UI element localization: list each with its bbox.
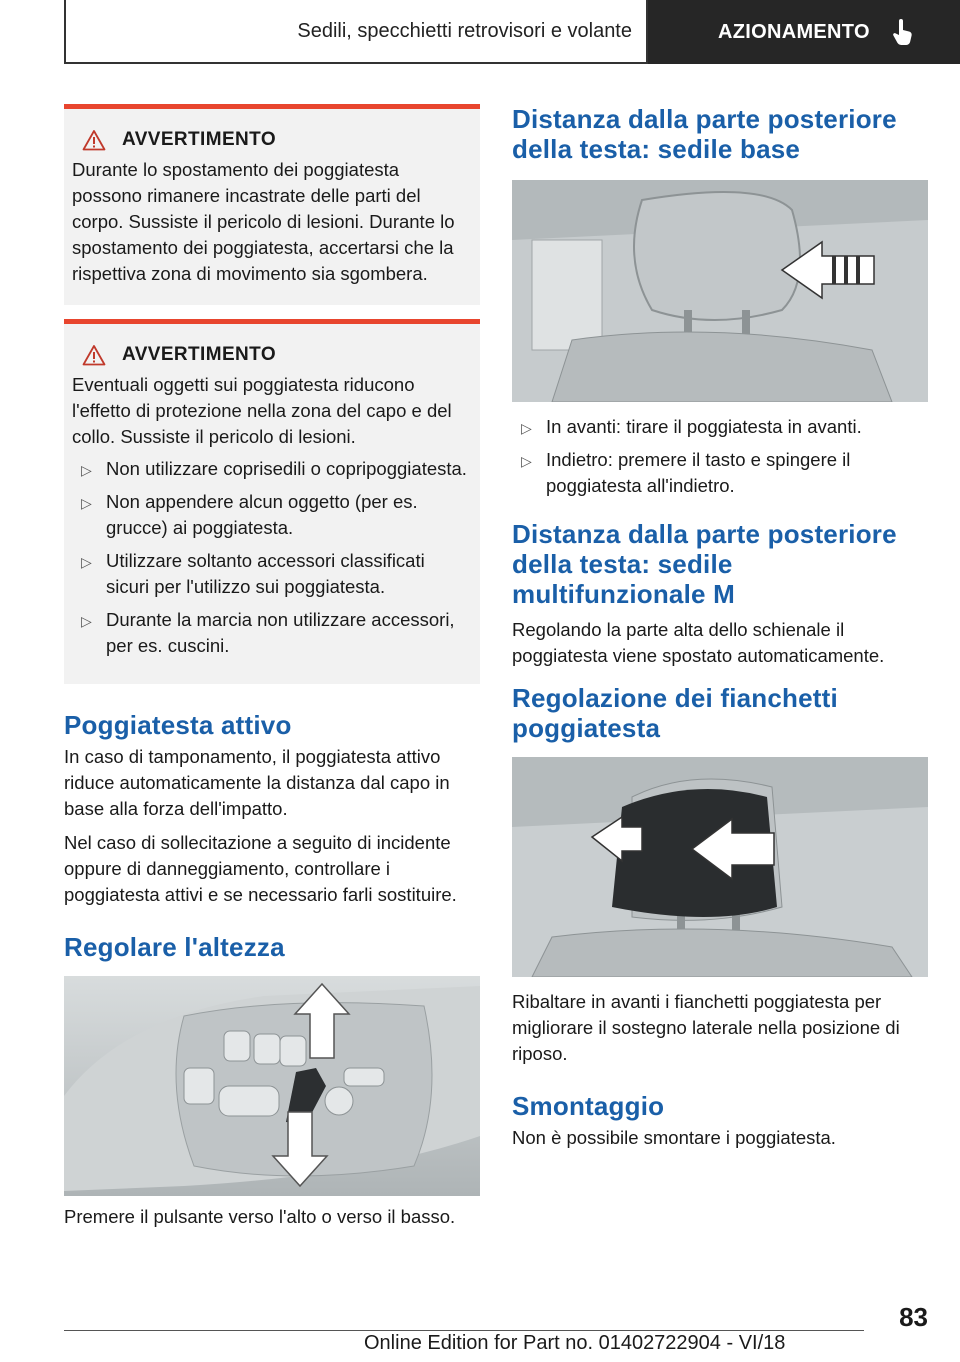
list-item: ▷ Non appendere alcun oggetto (per es. grucce) ai poggiatesta. bbox=[81, 491, 418, 538]
section-heading: Distanza dalla parte posteriore della testa: sedile multifunzionale M bbox=[512, 519, 897, 609]
warning-title: AVVERTIMENTO bbox=[122, 129, 276, 150]
warning-box bbox=[64, 104, 480, 305]
section-heading: Regolare l'altezza bbox=[64, 932, 285, 962]
list-item: ▷ In avanti: tirare il poggiatesta in avanti. bbox=[512, 414, 928, 440]
left-column bbox=[64, 104, 480, 1230]
distance-bullet-list bbox=[512, 414, 928, 499]
warning-triangle-icon bbox=[82, 344, 106, 366]
triangle-bullet-icon: ▷ bbox=[521, 420, 532, 436]
paragraph: Regolando la parte alta dello schienale il poggiatesta viene spostato automaticamente. bbox=[512, 619, 885, 666]
triangle-bullet-icon: ▷ bbox=[81, 495, 92, 511]
triangle-bullet-icon: ▷ bbox=[81, 462, 92, 478]
warning-text: Durante lo spostamento dei poggiatesta possono rimanere incastrate delle parti del corpo. Sussiste il pericolo di lesioni. Durante lo spostamento dei poggiatesta, accertarsi che la rispettiva zona di movimento sia sgombera. bbox=[72, 159, 455, 284]
warning-triangle-icon bbox=[82, 129, 106, 151]
edition-note: Online Edition for Part no. 01402722904 - VI/18 bbox=[364, 1332, 786, 1354]
triangle-bullet-icon: ▷ bbox=[521, 453, 532, 469]
caption: Ribaltare in avanti i fianchetti poggiatesta per migliorare il sostegno laterale nella posizione di riposo. bbox=[512, 991, 900, 1064]
section-heading: Distanza dalla parte posteriore della testa: sedile base bbox=[512, 104, 897, 164]
headrest-flanks-illustration bbox=[512, 757, 928, 977]
footer-divider bbox=[64, 1330, 864, 1331]
list-item: ▷ Non utilizzare coprisedili o copripoggiatesta. bbox=[72, 456, 472, 482]
warning-box bbox=[64, 319, 480, 684]
paragraph: In caso di tamponamento, il poggiatesta attivo riduce automaticamente la distanza dal capo in base alla forza dell'impatto. bbox=[64, 746, 450, 819]
section-heading: Poggiatesta attivo bbox=[64, 710, 292, 740]
seat-controls-illustration bbox=[64, 976, 480, 1196]
warning-bullet-list bbox=[72, 456, 472, 659]
warning-text: Eventuali oggetti sui poggiatesta riducono l'effetto di protezione nella zona del capo e del collo. Sussiste il pericolo di lesioni. bbox=[72, 374, 452, 447]
section-title: Sedili, specchietti retrovisori e volante bbox=[64, 0, 648, 64]
section-heading: Regolazione dei fianchetti poggiatesta bbox=[512, 683, 838, 743]
triangle-bullet-icon: ▷ bbox=[81, 613, 92, 629]
section-heading: Smontaggio bbox=[512, 1091, 665, 1121]
list-item: ▷ Utilizzare soltanto accessori classificati sicuri per l'utilizzo sui poggiatesta. bbox=[81, 550, 425, 597]
list-item: ▷ Durante la marcia non utilizzare accessori, per es. cuscini. bbox=[81, 609, 455, 656]
caption: Premere il pulsante verso l'alto o verso il basso. bbox=[64, 1206, 456, 1227]
chapter-tab bbox=[648, 0, 960, 64]
right-column bbox=[512, 104, 928, 1151]
page-header bbox=[64, 0, 960, 64]
paragraph: Nel caso di sollecitazione a seguito di incidente oppure di danneggiamento, controllare i poggiatesta attivi e se necessario farli sostituire. bbox=[64, 832, 457, 905]
pointing-hand-icon bbox=[892, 19, 914, 45]
chapter-label: AZIONAMENTO bbox=[718, 20, 870, 43]
paragraph: Non è possibile smontare i poggiatesta. bbox=[512, 1127, 836, 1148]
list-item: ▷ Indietro: premere il tasto e spingere il poggiatesta all'indietro. bbox=[521, 449, 851, 496]
warning-title: AVVERTIMENTO bbox=[122, 344, 276, 365]
triangle-bullet-icon: ▷ bbox=[81, 554, 92, 570]
headrest-distance-illustration bbox=[512, 180, 928, 402]
page-number: 83 bbox=[899, 1302, 928, 1332]
